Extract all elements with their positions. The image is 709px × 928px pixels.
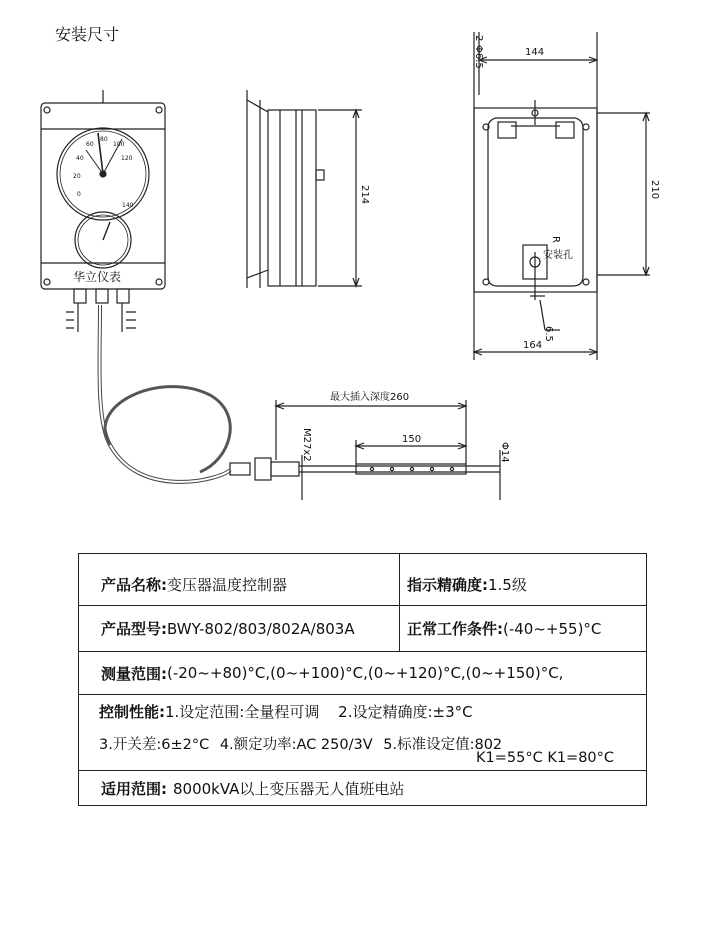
page-title: 安装尺寸 bbox=[55, 25, 120, 44]
control-item-3: 3.开关差:6±2°C bbox=[99, 737, 210, 753]
accuracy-value: 1.5级 bbox=[488, 576, 527, 594]
range-label: 测量范围: bbox=[101, 664, 167, 683]
dim-radius: R bbox=[550, 236, 561, 243]
dim-dia14: Φ14 bbox=[499, 442, 510, 463]
condition-value: (-40~+55)°C bbox=[503, 619, 602, 638]
dim-210: 210 bbox=[649, 180, 660, 200]
control-label: 控制性能: bbox=[99, 703, 165, 721]
dim-144: 144 bbox=[525, 47, 545, 58]
condition-label: 正常工作条件: bbox=[407, 620, 503, 638]
spec-row-range bbox=[79, 652, 646, 695]
dim-6-5: 6.5 bbox=[543, 326, 554, 342]
svg-text:140: 140 bbox=[122, 202, 134, 209]
spec-row-apply bbox=[79, 771, 646, 805]
dim-214: 214 bbox=[359, 185, 370, 205]
svg-text:40: 40 bbox=[76, 155, 84, 162]
dim-holes: 2-Φ6.5 bbox=[473, 35, 484, 69]
svg-text:80: 80 bbox=[100, 136, 108, 143]
dim-thread: M27x2 bbox=[301, 428, 312, 462]
rear-view bbox=[474, 32, 650, 360]
model-label: 产品型号: bbox=[101, 620, 167, 638]
name-label: 产品名称: bbox=[101, 576, 167, 594]
spec-row-model bbox=[79, 606, 646, 652]
dim-150: 150 bbox=[402, 434, 422, 445]
apply-label: 适用范围: bbox=[101, 779, 167, 798]
spec-row-name bbox=[79, 554, 646, 606]
model-value: BWY-802/803/802A/803A bbox=[167, 619, 355, 638]
control-item-1: 1.设定范围:全量程可调 bbox=[165, 703, 320, 721]
brand-logo: 华立仪表 bbox=[73, 270, 122, 284]
svg-text:20: 20 bbox=[73, 173, 81, 180]
accuracy-label: 指示精确度: bbox=[407, 576, 488, 594]
control-item-5: 5.标准设定值:802 bbox=[383, 737, 503, 753]
svg-text:0: 0 bbox=[77, 191, 81, 198]
name-value: 变压器温度控制器 bbox=[167, 576, 288, 594]
dim-164: 164 bbox=[523, 340, 543, 351]
range-value: (-20~+80)°C,(0~+100)°C,(0~+120)°C,(0~+150)°C, bbox=[167, 664, 564, 682]
spec-table bbox=[78, 553, 647, 806]
side-view bbox=[247, 90, 362, 288]
apply-value: 8000kVA以上变压器无人值班电站 bbox=[173, 779, 405, 798]
capillary-probe bbox=[99, 305, 500, 500]
control-item-6: K1=55°C K1=80°C bbox=[476, 750, 615, 766]
mount-hole-label: 安装孔 bbox=[543, 250, 573, 261]
spec-row-control bbox=[79, 695, 646, 771]
front-view bbox=[41, 90, 165, 332]
svg-text:100: 100 bbox=[113, 141, 125, 148]
control-item-2: 2.设定精确度:±3°C bbox=[338, 703, 473, 721]
control-item-4: 4.额定功率:AC 250/3V bbox=[219, 737, 373, 753]
svg-text:60: 60 bbox=[86, 141, 94, 148]
svg-text:120: 120 bbox=[121, 155, 133, 162]
dim-depth: 最大插入深度260 bbox=[330, 392, 410, 403]
